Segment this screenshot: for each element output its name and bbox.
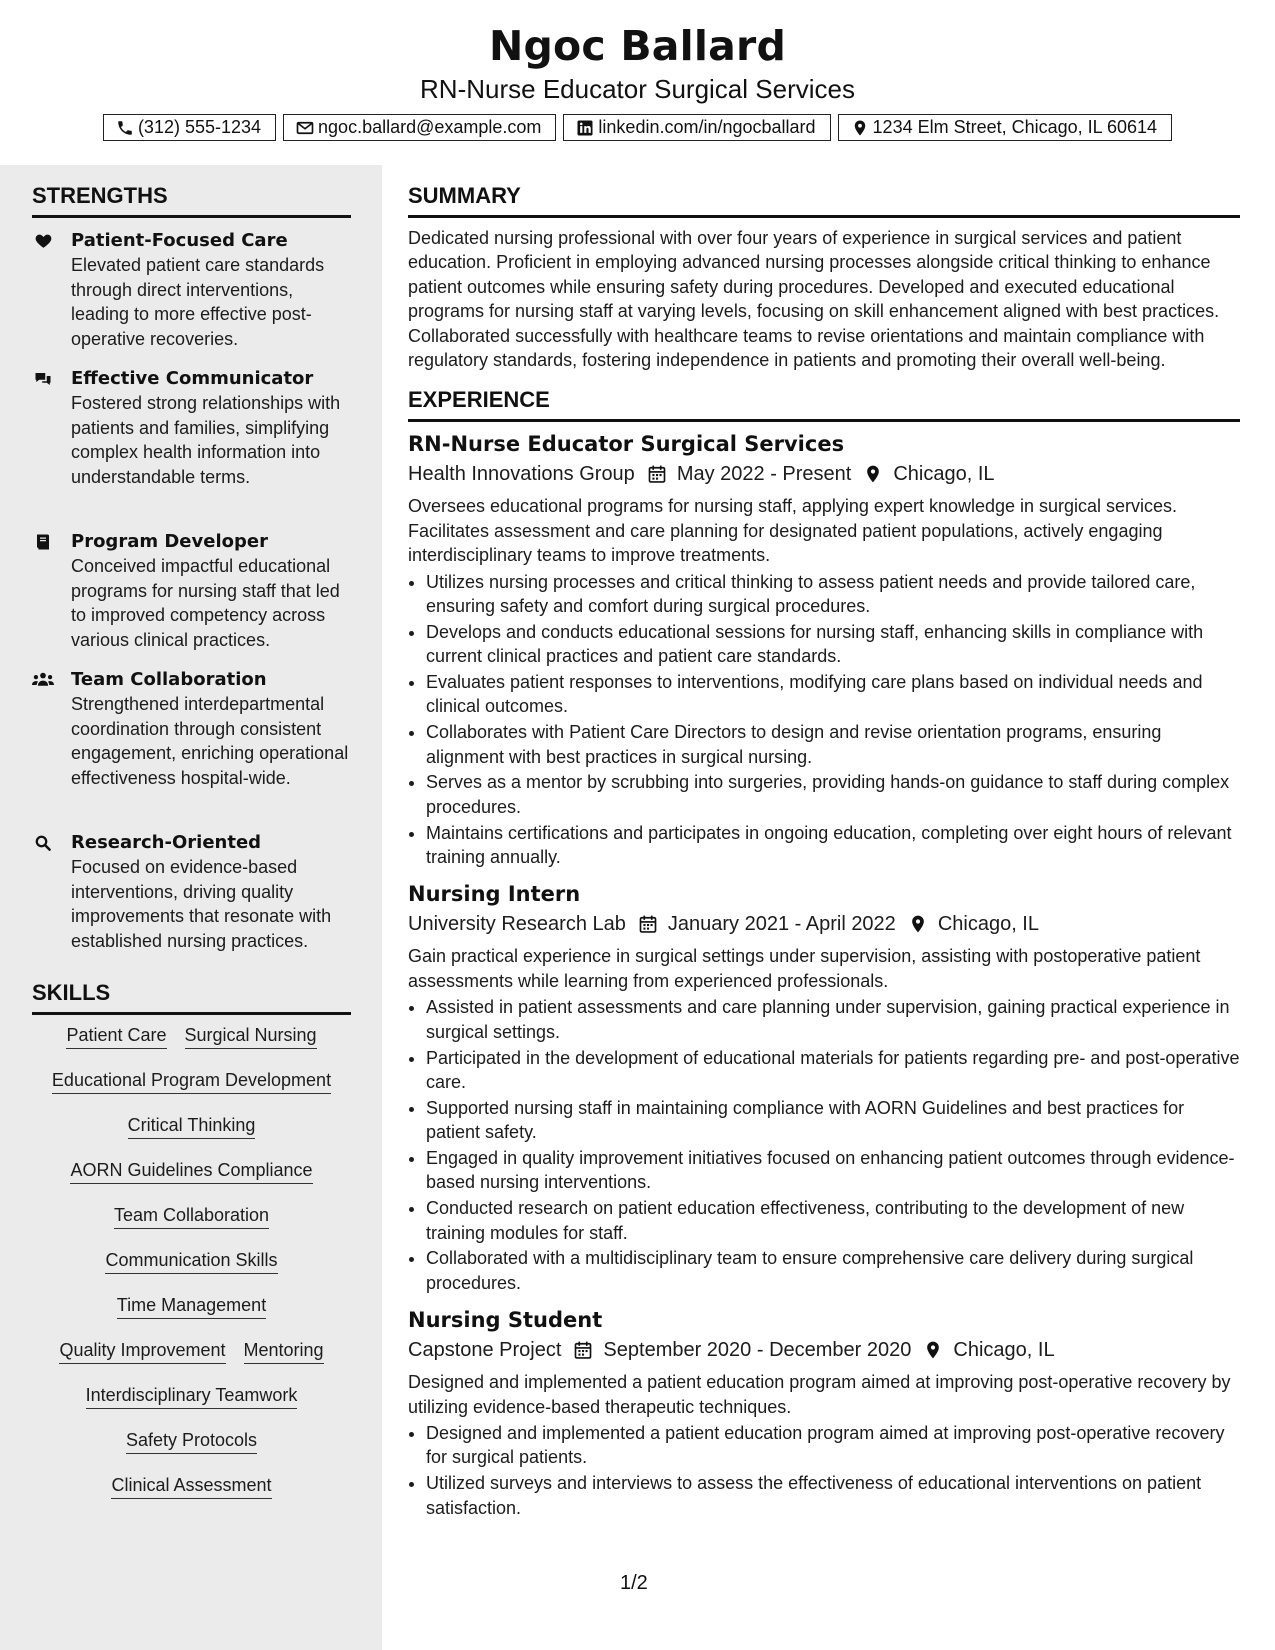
- job-dates: September 2020 - December 2020: [603, 1338, 912, 1361]
- list-item: • Maintains certifications and participates in ongoing education, completing over eight hours of relevant training annually.: [426, 821, 1240, 870]
- summary-heading: SUMMARY: [408, 183, 1240, 218]
- job-location: Chicago, IL: [937, 912, 1039, 935]
- chat-bubbles-icon: [32, 370, 54, 388]
- skill-row: [32, 1159, 351, 1204]
- strength-item: [32, 530, 352, 652]
- job-entry: [408, 1306, 1240, 1520]
- skill-tag: Interdisciplinary Teamwork: [86, 1384, 298, 1409]
- list-item: • Serves as a mentor by scrubbing into surgeries, providing hands-on guidance to staff during complex procedures.: [426, 770, 1240, 819]
- skill-row: [32, 1294, 351, 1339]
- users-icon: [32, 671, 54, 689]
- skill-row: [32, 1024, 351, 1069]
- job-meta: [408, 908, 1240, 940]
- job-title: Nursing Student: [408, 1308, 603, 1333]
- strength-title: Program Developer: [71, 531, 268, 552]
- book-icon: [32, 533, 54, 551]
- heart-icon: [32, 232, 54, 250]
- job-location: Chicago, IL: [893, 462, 995, 485]
- list-item: • Assisted in patient assessments and care planning under supervision, gaining practical experience in surgical settings.: [426, 995, 1240, 1044]
- skill-tag: Critical Thinking: [128, 1114, 256, 1139]
- list-item: • Participated in the development of educational materials for patients regarding pre- and post-operative care.: [426, 1046, 1240, 1095]
- strength-desc: Elevated patient care standards through direct interventions, leading to more effective post-operative recoveries.: [71, 255, 325, 349]
- skill-tag: Quality Improvement: [59, 1339, 225, 1364]
- strength-item: [32, 668, 352, 790]
- job-bullets: [408, 570, 1240, 870]
- skills-heading-wrap: [32, 980, 351, 1015]
- contact-text: 1234 Elm Street, Chicago, IL 60614: [872, 117, 1158, 137]
- job-dates: May 2022 - Present: [676, 462, 852, 485]
- strength-title: Team Collaboration: [71, 669, 267, 690]
- list-item: • Supported nursing staff in maintaining compliance with AORN Guidelines and best practices for patient safety.: [426, 1096, 1240, 1145]
- skill-tag: Educational Program Development: [52, 1069, 331, 1094]
- page-number: 1/2: [620, 1572, 648, 1594]
- candidate-name: Ngoc Ballard: [488, 22, 787, 70]
- list-item: • Conducted research on patient education effectiveness, contributing to the development of new training modules for staff.: [426, 1196, 1240, 1245]
- skill-tag: AORN Guidelines Compliance: [70, 1159, 312, 1184]
- job-meta: [408, 458, 1240, 490]
- skill-tag: Clinical Assessment: [111, 1474, 271, 1499]
- envelope-icon: [296, 119, 314, 137]
- map-pin-icon: [923, 1340, 943, 1360]
- skill-tag: Mentoring: [244, 1339, 324, 1364]
- skill-tag: Surgical Nursing: [185, 1024, 317, 1049]
- strength-item: [32, 831, 352, 953]
- skill-row: [32, 1474, 351, 1519]
- strength-desc: Focused on evidence-based interventions, driving quality improvements that resonate with established nursing practices.: [71, 857, 332, 951]
- contact-bar: [0, 114, 1275, 141]
- job-entry: [408, 430, 1240, 869]
- list-item: • Engaged in quality improvement initiatives focused on enhancing patient outcomes through evidence-based nursing interventions.: [426, 1146, 1240, 1195]
- strength-desc: Conceived impactful educational programs for nursing staff that led to improved competency across various clinical practices.: [71, 556, 340, 650]
- skill-row: [32, 1069, 351, 1114]
- job-bullets: [408, 1421, 1240, 1520]
- strength-title: Effective Communicator: [71, 368, 314, 389]
- list-item: • Utilizes nursing processes and critical thinking to assess patient needs and provide tailored care, ensuring safety and comfort during surgical procedures.: [426, 570, 1240, 619]
- job-title: Nursing Intern: [408, 882, 581, 907]
- list-item: • Develops and conducts educational sessions for nursing staff, enhancing skills in compliance with current clinical practices and patient care standards.: [426, 620, 1240, 669]
- phone-icon: [116, 119, 134, 137]
- job-description: Gain practical experience in surgical settings under supervision, assisting with postoperative patient assessments while learning from experienced professionals.: [408, 946, 1201, 991]
- strength-desc: Strengthened interdepartmental coordination through consistent engagement, enriching operational effectiveness hospital-wide.: [71, 694, 349, 788]
- skill-row: [32, 1384, 351, 1429]
- job-entry: [408, 880, 1240, 1295]
- experience-heading: EXPERIENCE: [408, 387, 1240, 422]
- skill-row: [32, 1204, 351, 1249]
- contact-phone[interactable]: [103, 114, 276, 141]
- contact-text: (312) 555-1234: [137, 117, 262, 137]
- job-description: Oversees educational programs for nursing staff, applying expert knowledge in surgical services. Facilitates assessment and care planning for designated patient populations, actively engaging interdisciplinary teams to improve treatments.: [408, 496, 1178, 566]
- list-item: • Evaluates patient responses to interventions, modifying care plans based on individual needs and clinical outcomes.: [426, 670, 1240, 719]
- calendar-icon: [638, 914, 658, 934]
- skill-tag: Safety Protocols: [126, 1429, 257, 1454]
- skill-tag: Time Management: [117, 1294, 266, 1319]
- summary-text: Dedicated nursing professional with over four years of experience in surgical services and patient education. Proficient in employing advanced nursing processes alongside critical thinking to enhance patient outcomes while ensuring safety during procedures. Developed and executed educational programs for nursing staff at varying levels, focusing on skill enhancement aligned with best practices. Collaborated successfully with healthcare teams to revise orientations and maintain compliance with regulatory standards, fostering independence in patients and promoting their overall well-being.: [408, 228, 1220, 371]
- calendar-icon: [647, 464, 667, 484]
- resume-header: [0, 0, 1275, 165]
- skills-heading: SKILLS: [32, 980, 351, 1015]
- main-column: [408, 183, 1240, 1521]
- strength-title: Patient-Focused Care: [71, 230, 288, 251]
- candidate-title: RN-Nurse Educator Surgical Services: [420, 74, 855, 104]
- job-meta: [408, 1334, 1240, 1366]
- list-item: • Utilized surveys and interviews to assess the effectiveness of educational interventions on patient satisfaction.: [426, 1471, 1240, 1520]
- strengths-heading: STRENGTHS: [32, 183, 351, 218]
- search-icon: [32, 834, 54, 852]
- skill-tag: Communication Skills: [105, 1249, 277, 1274]
- skill-row: [32, 1114, 351, 1159]
- job-location: Chicago, IL: [953, 1338, 1055, 1361]
- job-description: Designed and implemented a patient education program aimed at improving post-operative recovery by utilizing evidence-based therapeutic techniques.: [408, 1372, 1231, 1417]
- skill-row: [32, 1429, 351, 1474]
- strength-title: Research-Oriented: [71, 832, 262, 853]
- map-pin-icon: [908, 914, 928, 934]
- job-title: RN-Nurse Educator Surgical Services: [408, 432, 845, 457]
- contact-address[interactable]: [838, 114, 1173, 141]
- strengths-heading-wrap: [32, 183, 351, 218]
- list-item: • Collaborated with a multidisciplinary team to ensure comprehensive care delivery during surgical procedures.: [426, 1246, 1240, 1295]
- list-item: • Collaborates with Patient Care Directors to design and revise orientation programs, ensuring alignment with best practices in surgical nursing.: [426, 720, 1240, 769]
- skills-list: [32, 1024, 351, 1519]
- job-company: Health Innovations Group: [408, 462, 635, 485]
- skill-row: [32, 1339, 351, 1384]
- strength-item: [32, 229, 352, 351]
- skill-tag: Team Collaboration: [114, 1204, 269, 1229]
- calendar-icon: [573, 1340, 593, 1360]
- job-bullets: [408, 995, 1240, 1295]
- skill-tag: Patient Care: [66, 1024, 166, 1049]
- skill-row: [32, 1249, 351, 1294]
- map-pin-icon: [851, 119, 869, 137]
- contact-email[interactable]: [283, 114, 556, 141]
- strength-desc: Fostered strong relationships with patients and families, simplifying complex health information into understandable terms.: [71, 393, 341, 487]
- job-company: University Research Lab: [408, 912, 626, 935]
- list-item: • Designed and implemented a patient education program aimed at improving post-operative recovery for surgical patients.: [426, 1421, 1240, 1470]
- linkedin-icon: [576, 119, 594, 137]
- strength-item: [32, 367, 352, 489]
- contact-text: ngoc.ballard@example.com: [318, 117, 542, 137]
- job-dates: January 2021 - April 2022: [667, 912, 896, 935]
- job-company: Capstone Project: [408, 1338, 562, 1361]
- map-pin-icon: [863, 464, 883, 484]
- contact-text: linkedin.com/in/ngocballard: [598, 117, 816, 137]
- contact-linkedin[interactable]: [563, 114, 830, 141]
